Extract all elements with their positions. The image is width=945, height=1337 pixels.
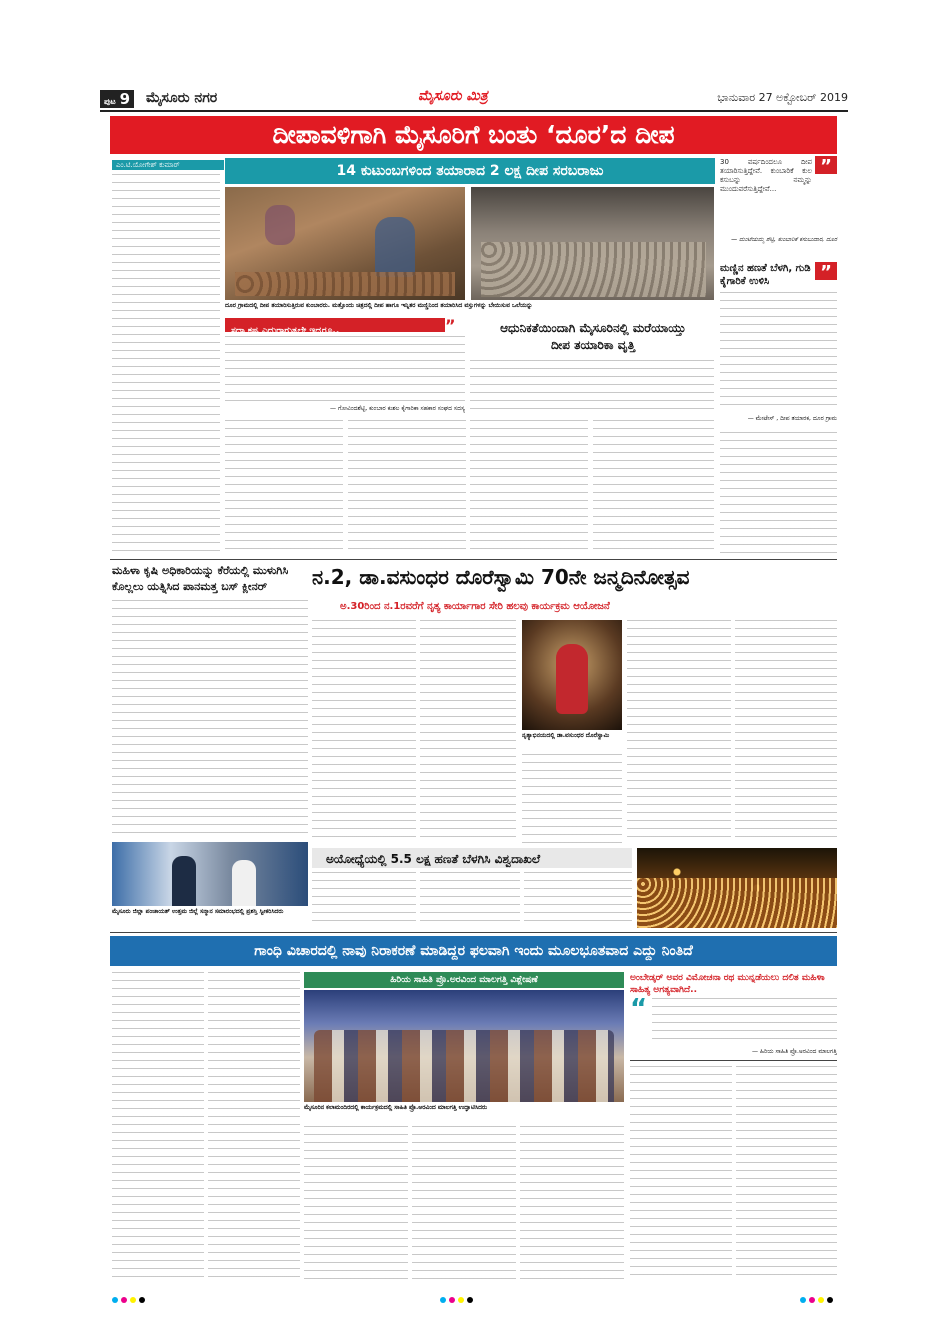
story4-headline: ಅಯೋಧ್ಯೆಯಲ್ಲಿ 5.5 ಲಕ್ಷ ಹಣತೆ ಬೆಳಗಿಸಿ ವಿಶ್ವದಾಖಲೆ [326, 852, 541, 866]
photo-figure [232, 860, 256, 906]
story5-body-7 [630, 1066, 732, 1282]
photo-figures-row [314, 1030, 614, 1102]
story5-event-photo [304, 990, 624, 1102]
lead-photo-caption: ದೂರ ಗ್ರಾಮದಲ್ಲಿ ದೀಪ ತಯಾರಿಸುತ್ತಿರುವ ಕುಂಬಾರರು. ಮತ್ತೊಂದು ಚಿತ್ರದಲ್ಲಿ ದೀಪ ಹಾಗೂ ಇನ್ನಿತರ ಮಣ್ಣಿನಿಂದ ತಯಾರಿಸಿದ ವಸ್ತುಗಳನ್ನು ಬೇಯಿಸುವ ಒಲೆಯನ್ನು [225, 302, 533, 309]
lead-body-column-5 [593, 420, 714, 554]
story2-photo [112, 842, 308, 906]
story4-headline-bar [312, 848, 632, 868]
sub1-author: — ಗೋವಿಂದಶೆಟ್ಟಿ, ಕುಂಬಾರ ಕುಶಲ ಕೈಗಾರಿಕಾ ಸಹಕಾರ ಸಂಘದ ಸದಸ್ಯ [330, 405, 465, 412]
story5-photo-caption: ಮೈಸೂರಿನ ಕಲಾಮಂದಿರದಲ್ಲಿ ಕಾರ್ಯಕ್ರಮದಲ್ಲಿ ಸಾಹಿತಿ ಪ್ರೊ.ಅರವಿಂದ ಮಾಲಗತ್ತಿ ಉದ್ಘಾಟಿಸಿದರು [304, 1104, 488, 1111]
lead-body-column-1 [112, 174, 220, 554]
photo-figure [556, 644, 588, 714]
story5-side-author: — ಹಿರಿಯ ಸಾಹಿತಿ ಪ್ರೊ.ಅರವಿಂದ ಮಾಲಗತ್ತಿ [751, 1048, 837, 1055]
photo-figure [172, 856, 196, 906]
quote1-text: 30 ವರ್ಷದಿಂದಲೂ ದೀಪ ತಯಾರಿಸುತ್ತಿದ್ದೇವೆ. ಕುಂಬಾರಿಕೆ ಕುಲ ಕಸುಬನ್ನು ನಮ್ಮನ್ನು ಮುಂದುವರೆಸುತ್ತಿದ್ದೇವೆ... [720, 158, 812, 193]
story5-headline: ಗಾಂಧಿ ವಿಚಾರದಲ್ಲಿ ನಾವು ನಿರಾಕರಣೆ ಮಾಡಿದ್ದರ ಫಲವಾಗಿ ಇಂದು ಮೂಲಭೂತವಾದ ಎದ್ದು ನಿಂತಿದೆ [254, 943, 693, 959]
story3-photo-caption: ನೃತ್ಯಾಭಿನಯದಲ್ಲಿ ಡಾ.ವಸುಂಧರ ದೊರೆಸ್ವಾಮಿ [522, 732, 610, 739]
story3-body-5 [735, 620, 837, 844]
lamp-box-headline: ಮಣ್ಣಿನ ಹಣತೆ ಬೆಳಗಿ, ಗುಡಿ ಕೈಗಾರಿಕೆ ಉಳಿಸಿ [720, 263, 811, 287]
lead-body-column-6 [720, 432, 837, 554]
section-divider [110, 932, 837, 933]
page-number: 9 [119, 90, 131, 108]
story5-side-title: ಅಂಬೇಡ್ಕರ್ ಅವರ ವಿಮೋಚನಾ ರಥ ಮುನ್ನಡೆಯಲು ದಲಿತ ಮಹಿಳಾ ಸಾಹಿತ್ಯ ಅಗತ್ಯವಾಗಿದೆ.. [630, 973, 825, 995]
photo-figure [265, 205, 295, 245]
page-header [100, 88, 848, 112]
photo-lamp-pile [481, 242, 706, 297]
lead-body-column-3 [348, 420, 466, 554]
story3-body-3 [522, 754, 622, 844]
story4-lamps-photo [637, 848, 837, 928]
story5-body-3 [208, 1076, 300, 1282]
lead-headline: ದೀಪಾವಳಿಗಾಗಿ ಮೈಸೂರಿಗೆ ಬಂತು ‘ದೂರ’ದ ದೀಪ [272, 120, 675, 149]
quote-icon: “ [630, 994, 648, 1024]
page-number-badge [100, 90, 134, 108]
lamp-box-body [720, 292, 837, 412]
lead-subheadline-banner [225, 158, 715, 184]
story3-headline: ನ.2, ಡಾ.ವಸುಂಧರ ದೊರೆಸ್ವಾಮಿ 70ನೇ ಜನ್ಮದಿನೋತ್ಸವ [312, 565, 690, 589]
masthead-logo: ಮೈಸೂರು ಮಿತ್ರ [418, 88, 488, 104]
story5-body-8 [736, 1066, 837, 1282]
quote1-author: — ಮಂಟೆಯಮ್ಮ ಶೆಟ್ಟಿ, ಕುಂಬಾರಿಕೆ ಕಸುಬುದಾರ, ದೂರ [731, 236, 837, 243]
quote-icon: ” [815, 156, 837, 174]
page-label: ಪುಟ [104, 97, 116, 106]
quote-icon: ” [815, 262, 837, 280]
lead-body-column-2 [225, 420, 343, 554]
story5-body-4 [304, 1126, 408, 1282]
story3-body-4 [627, 620, 731, 844]
story3-subheadline: ಅ.30ರಿಂದ ನ.1ರವರೆಗೆ ನೃತ್ಯ ಕಾರ್ಯಾಗಾರ ಸೇರಿ ಹಲವು ಕಾರ್ಯಕ್ರಮ ಆಯೋಜನೆ [340, 601, 610, 612]
section-divider [110, 559, 837, 560]
story4-body-3 [524, 872, 632, 928]
byline-text: ಎಂ.ಟಿ.ಯೋಗೇಶ್ ಕುಮಾರ್ [116, 161, 180, 169]
lead-byline [112, 160, 224, 170]
story5-photo-title: ಹಿರಿಯ ಸಾಹಿತಿ ಪ್ರೊ.ಅರವಿಂದ ಮಾಲಗತ್ತಿ ವಿಶ್ಲೇಷಣೆ [390, 975, 538, 985]
story5-body-2 [208, 972, 300, 1072]
lead-headline-banner [110, 116, 837, 154]
registration-dots [440, 1288, 476, 1307]
sub2-body [470, 360, 714, 414]
story4-body-2 [420, 872, 520, 928]
section-title: ಮೈಸೂರು ನಗರ [146, 90, 218, 106]
story2-headline: ಮಹಿಳಾ ಕೃಷಿ ಅಧಿಕಾರಿಯನ್ನು ಕೆರೆಯಲ್ಲಿ ಮುಳುಗಿಸಿ ಕೊಲ್ಲಲು ಯತ್ನಿಸಿದ ಪಾನಮತ್ತ ಬಸ್ ಕ್ಲೀನರ್ [112, 564, 289, 593]
sub1-title: ಸದಾ ಕಷ್ಟ ಎದುರಾಗುತ್ತಲೇ ಇದ್ದರೂ.. [231, 326, 340, 336]
story3-body-2 [420, 620, 516, 844]
story5-body-1 [112, 972, 204, 1282]
sub2-title: ಆಧುನಿಕತೆಯಿಂದಾಗಿ ಮೈಸೂರಿನಲ್ಲಿ ಮರೆಯಾಯ್ತು ದೀಪ ತಯಾರಿಕಾ ವೃತ್ತಿ [500, 321, 686, 352]
sub1-body [225, 336, 465, 404]
registration-dots [112, 1288, 148, 1307]
story5-side-quote [652, 998, 837, 1040]
photo-figure [375, 217, 415, 277]
photo-pots [235, 272, 455, 296]
story3-body-1 [312, 620, 416, 844]
lead-body-column-4 [470, 420, 588, 554]
lead-subheadline: 14 ಕುಟುಂಬಗಳಿಂದ ತಯಾರಾದ 2 ಲಕ್ಷ ದೀಪ ಸರಬರಾಜು [336, 163, 604, 179]
photo-lamps [637, 878, 837, 928]
quote-icon: ” [445, 316, 456, 335]
story5-photo-title-bar [304, 972, 624, 988]
story5-body-5 [412, 1126, 516, 1282]
story2-caption: ಮೈಸೂರು ಜಿಲ್ಲಾ ಪಂಚಾಯತ್ ಉತ್ತಮ ಜಿಲ್ಲೆ ಸನ್ಮಾನ ಸಮಾರಂಭದಲ್ಲಿ ಪ್ರಶಸ್ತಿ ಸ್ವೀಕರಿಸಿದರು [112, 908, 284, 915]
story5-headline-bar [110, 936, 837, 966]
lamp-box-author: — ಮೇಟೇಸ್ , ದೀಪ ತಯಾರಕ, ದೂರ ಗ್ರಾಮ [747, 415, 837, 422]
photo-potters-working [225, 187, 465, 300]
story3-dancer-photo [522, 620, 622, 730]
registration-dots [800, 1288, 836, 1307]
story2-body [112, 600, 308, 838]
issue-date: ಭಾನುವಾರ 27 ಅಕ್ಟೋಬರ್ 2019 [717, 91, 848, 104]
story5-body-6 [520, 1126, 624, 1282]
sub1-title-bar [225, 318, 445, 336]
section-divider [630, 1060, 837, 1061]
story4-body-1 [312, 872, 416, 928]
photo-kiln-lamps [471, 187, 714, 300]
